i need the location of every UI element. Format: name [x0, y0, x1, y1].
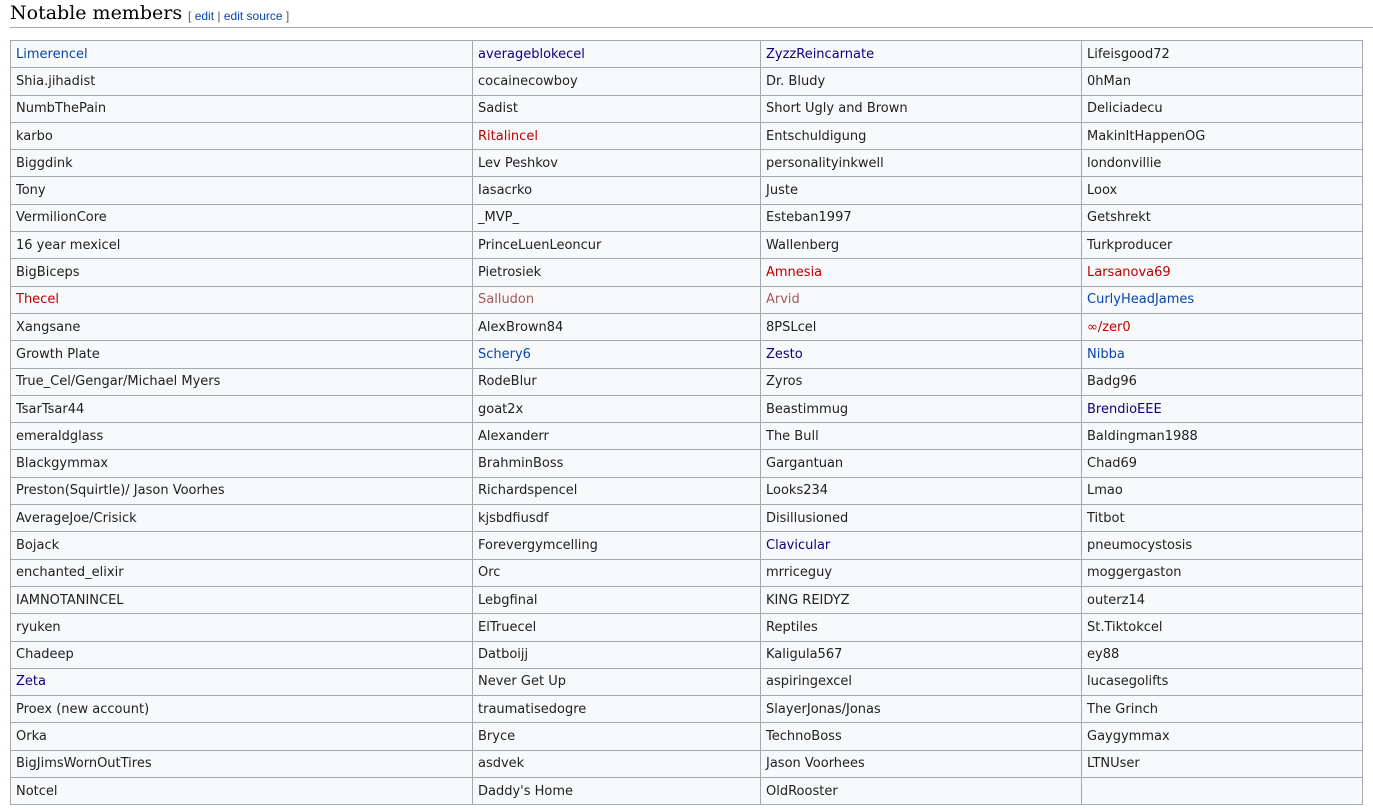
member-cell: LTNUser — [1082, 750, 1363, 777]
table-row — [11, 614, 1363, 641]
edit-section-links — [188, 9, 289, 23]
member-cell: Tony — [11, 177, 473, 204]
member-cell: Getshrekt — [1082, 204, 1363, 231]
section-title: Notable members — [10, 2, 183, 24]
member-link[interactable]: Thecel — [16, 292, 59, 308]
member-cell: goat2x — [473, 395, 761, 422]
member-link[interactable]: Arvid — [766, 292, 800, 308]
table-row — [11, 450, 1363, 477]
member-cell: Zyros — [761, 368, 1082, 395]
member-cell: Jason Voorhees — [761, 750, 1082, 777]
table-row — [11, 559, 1363, 586]
member-cell — [473, 341, 761, 368]
member-cell: Proex (new account) — [11, 696, 473, 723]
member-link[interactable]: ZyzzReincarnate — [766, 46, 875, 62]
member-cell: Dr. Bludy — [761, 68, 1082, 95]
member-cell: 0hMan — [1082, 68, 1363, 95]
table-row — [11, 41, 1363, 68]
table-row — [11, 204, 1363, 231]
member-cell: Richardspencel — [473, 477, 761, 504]
member-cell: True_Cel/Gengar/Michael Myers — [11, 368, 473, 395]
table-row — [11, 586, 1363, 613]
member-cell: ElTruecel — [473, 614, 761, 641]
member-cell: emeraldglass — [11, 423, 473, 450]
member-cell — [1082, 778, 1363, 805]
section-heading — [10, 0, 1373, 28]
member-cell: Looks234 — [761, 477, 1082, 504]
member-cell: TsarTsar44 — [11, 395, 473, 422]
member-cell — [473, 122, 761, 149]
member-cell: pneumocystosis — [1082, 532, 1363, 559]
member-cell — [761, 286, 1082, 313]
edit-source-link[interactable]: edit source — [223, 9, 283, 23]
member-cell: VermilionCore — [11, 204, 473, 231]
table-row — [11, 532, 1363, 559]
member-cell — [761, 532, 1082, 559]
member-cell: AlexBrown84 — [473, 313, 761, 340]
member-cell — [1082, 286, 1363, 313]
member-cell — [473, 286, 761, 313]
member-cell: Kaligula567 — [761, 641, 1082, 668]
member-cell: Growth Plate — [11, 341, 473, 368]
member-cell: Orc — [473, 559, 761, 586]
member-cell: Shia.jihadist — [11, 68, 473, 95]
member-cell: Biggdink — [11, 150, 473, 177]
member-cell: Juste — [761, 177, 1082, 204]
member-cell: Entschuldigung — [761, 122, 1082, 149]
table-row — [11, 668, 1363, 695]
table-row — [11, 641, 1363, 668]
member-cell: Titbot — [1082, 505, 1363, 532]
edit-link[interactable]: edit — [194, 9, 215, 23]
member-cell: Notcel — [11, 778, 473, 805]
table-row — [11, 477, 1363, 504]
member-link[interactable]: Limerencel — [16, 46, 88, 62]
member-cell: Sadist — [473, 95, 761, 122]
member-cell: londonvillie — [1082, 150, 1363, 177]
member-cell: AverageJoe/Crisick — [11, 505, 473, 532]
member-cell: TechnoBoss — [761, 723, 1082, 750]
member-cell: mrriceguy — [761, 559, 1082, 586]
member-cell: karbo — [11, 122, 473, 149]
table-row — [11, 368, 1363, 395]
member-cell: Turkproducer — [1082, 232, 1363, 259]
member-cell: Chadeep — [11, 641, 473, 668]
member-cell: Lifeisgood72 — [1082, 41, 1363, 68]
member-cell: Lmao — [1082, 477, 1363, 504]
member-link[interactable]: BrendioEEE — [1087, 401, 1162, 417]
member-cell — [1082, 259, 1363, 286]
member-link[interactable]: Nibba — [1087, 346, 1125, 362]
member-cell: Iasacrko — [473, 177, 761, 204]
member-cell — [1082, 341, 1363, 368]
member-cell: Lev Peshkov — [473, 150, 761, 177]
table-row — [11, 68, 1363, 95]
member-link[interactable]: CurlyHeadJames — [1087, 292, 1195, 308]
table-row — [11, 750, 1363, 777]
member-cell: Bryce — [473, 723, 761, 750]
table-row — [11, 286, 1363, 313]
member-cell: Gargantuan — [761, 450, 1082, 477]
member-cell: Baldingman1988 — [1082, 423, 1363, 450]
member-cell: enchanted_elixir — [11, 559, 473, 586]
member-cell: BigJimsWornOutTires — [11, 750, 473, 777]
member-cell — [473, 41, 761, 68]
table-row — [11, 177, 1363, 204]
member-cell: Deliciadecu — [1082, 95, 1363, 122]
member-cell: cocainecowboy — [473, 68, 761, 95]
member-cell: Datboijj — [473, 641, 761, 668]
member-cell: PrinceLuenLeoncur — [473, 232, 761, 259]
member-cell: moggergaston — [1082, 559, 1363, 586]
member-cell: KING REIDYZ — [761, 586, 1082, 613]
member-cell: Pietrosiek — [473, 259, 761, 286]
table-row — [11, 313, 1363, 340]
member-cell: Orka — [11, 723, 473, 750]
members-table — [10, 40, 1363, 805]
member-cell: Gaygymmax — [1082, 723, 1363, 750]
table-row — [11, 723, 1363, 750]
member-cell: Bojack — [11, 532, 473, 559]
member-cell: outerz14 — [1082, 586, 1363, 613]
edit-bracket-open: [ — [188, 9, 192, 23]
edit-separator: | — [217, 9, 221, 23]
member-cell — [761, 259, 1082, 286]
member-cell: Disillusioned — [761, 505, 1082, 532]
table-row — [11, 95, 1363, 122]
members-table-body — [11, 41, 1363, 805]
member-cell: IAMNOTANINCEL — [11, 586, 473, 613]
member-cell: Blackgymmax — [11, 450, 473, 477]
member-cell: The Bull — [761, 423, 1082, 450]
member-cell: Loox — [1082, 177, 1363, 204]
member-cell: Forevergymcelling — [473, 532, 761, 559]
table-row — [11, 505, 1363, 532]
member-link[interactable]: Ritalincel — [478, 128, 538, 144]
member-cell: Alexanderr — [473, 423, 761, 450]
member-cell: BrahminBoss — [473, 450, 761, 477]
member-cell — [11, 41, 473, 68]
member-cell: SlayerJonas/Jonas — [761, 696, 1082, 723]
member-cell: NumbThePain — [11, 95, 473, 122]
member-cell: Beastimmug — [761, 395, 1082, 422]
member-cell: OldRooster — [761, 778, 1082, 805]
table-row — [11, 778, 1363, 805]
member-cell: Esteban1997 — [761, 204, 1082, 231]
member-cell: The Grinch — [1082, 696, 1363, 723]
member-link[interactable]: Zesto — [766, 346, 803, 362]
member-cell: MakinItHappenOG — [1082, 122, 1363, 149]
member-cell: RodeBlur — [473, 368, 761, 395]
member-cell: Chad69 — [1082, 450, 1363, 477]
table-row — [11, 232, 1363, 259]
table-row — [11, 395, 1363, 422]
member-cell: BigBiceps — [11, 259, 473, 286]
member-link[interactable]: Clavicular — [766, 537, 831, 553]
member-cell: Never Get Up — [473, 668, 761, 695]
member-cell — [11, 286, 473, 313]
member-cell: lucasegolifts — [1082, 668, 1363, 695]
member-cell: asdvek — [473, 750, 761, 777]
member-link[interactable]: ∞/zer0 — [1087, 319, 1131, 335]
member-cell: kjsbdfiusdf — [473, 505, 761, 532]
table-row — [11, 122, 1363, 149]
table-row — [11, 341, 1363, 368]
member-cell — [761, 341, 1082, 368]
member-link[interactable]: Larsanova69 — [1087, 265, 1171, 281]
edit-bracket-close: ] — [285, 9, 290, 23]
member-cell: Daddy's Home — [473, 778, 761, 805]
member-cell: Lebgfinal — [473, 586, 761, 613]
member-cell — [1082, 395, 1363, 422]
table-row — [11, 150, 1363, 177]
member-cell: traumatisedogre — [473, 696, 761, 723]
member-link[interactable]: Salludon — [478, 292, 535, 308]
member-cell: aspiringexcel — [761, 668, 1082, 695]
member-cell: Preston(Squirtle)/ Jason Voorhes — [11, 477, 473, 504]
table-row — [11, 696, 1363, 723]
member-link[interactable]: Zeta — [16, 674, 46, 690]
member-cell — [761, 41, 1082, 68]
member-cell — [11, 668, 473, 695]
member-cell: Wallenberg — [761, 232, 1082, 259]
member-cell: personalityinkwell — [761, 150, 1082, 177]
table-row — [11, 423, 1363, 450]
member-cell: Reptiles — [761, 614, 1082, 641]
member-cell: Badg96 — [1082, 368, 1363, 395]
table-row — [11, 259, 1363, 286]
member-link[interactable]: Amnesia — [766, 265, 823, 281]
member-cell: St.Tiktokcel — [1082, 614, 1363, 641]
member-link[interactable]: Schery6 — [478, 346, 531, 362]
member-cell — [1082, 313, 1363, 340]
member-cell: Xangsane — [11, 313, 473, 340]
member-cell: 8PSLcel — [761, 313, 1082, 340]
member-cell: Short Ugly and Brown — [761, 95, 1082, 122]
member-cell: ryuken — [11, 614, 473, 641]
member-cell: _MVP_ — [473, 204, 761, 231]
member-cell: 16 year mexicel — [11, 232, 473, 259]
member-link[interactable]: averageblokecel — [478, 46, 585, 62]
member-cell: ey88 — [1082, 641, 1363, 668]
